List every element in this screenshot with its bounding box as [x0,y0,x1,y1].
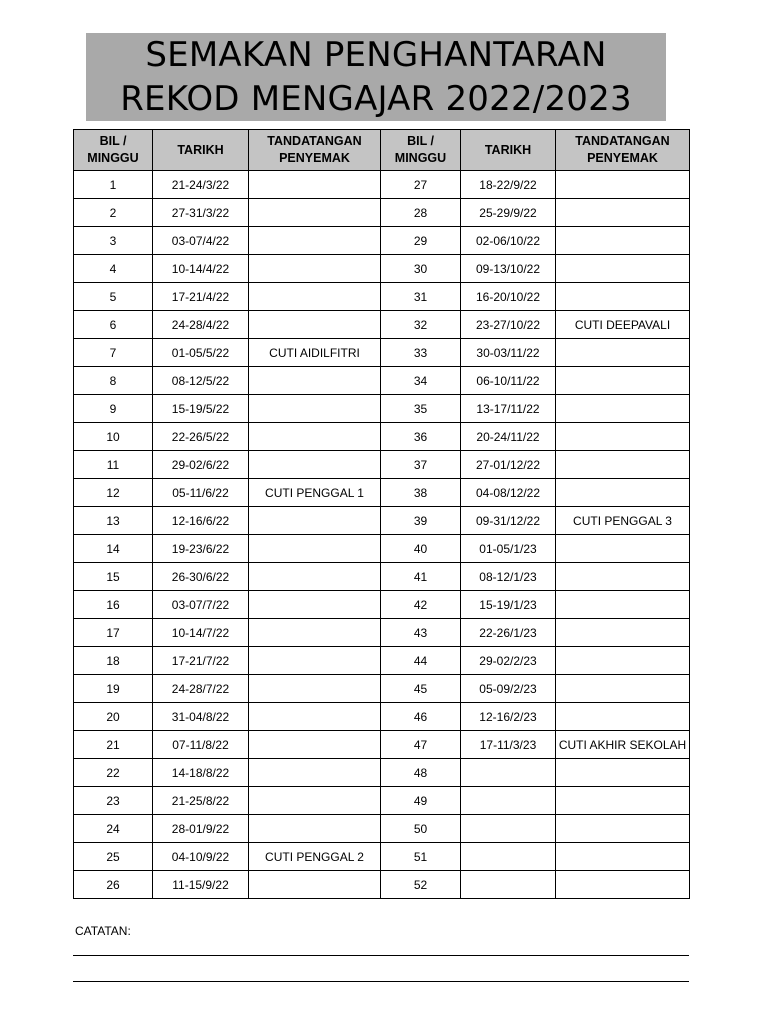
week-number-right: 47 [381,731,461,759]
date-range-left: 03-07/4/22 [153,227,249,255]
signature-cell-right [556,563,690,591]
table-row [74,311,690,339]
signature-cell-left [249,171,381,199]
date-range-right: 01-05/1/23 [461,535,556,563]
date-range-right: 05-09/2/23 [461,675,556,703]
signature-cell-right [556,451,690,479]
signature-cell-right [556,255,690,283]
signature-cell-left [249,815,381,843]
title-line-1: SEMAKAN PENGHANTARAN [145,35,607,75]
signature-cell-right [556,423,690,451]
date-range-right [461,815,556,843]
week-number-left: 1 [74,171,153,199]
date-range-left: 11-15/9/22 [153,871,249,899]
week-number-right: 50 [381,815,461,843]
date-range-left: 03-07/7/22 [153,591,249,619]
date-range-right: 15-19/1/23 [461,591,556,619]
header-tandatangan-line2: PENYEMAK [279,151,350,165]
week-number-left: 3 [74,227,153,255]
week-number-left: 4 [74,255,153,283]
date-range-left: 28-01/9/22 [153,815,249,843]
date-range-right: 08-12/1/23 [461,563,556,591]
week-number-right: 42 [381,591,461,619]
notes-line-2 [73,981,689,982]
week-number-right: 40 [381,535,461,563]
date-range-left: 07-11/8/22 [153,731,249,759]
week-number-right: 39 [381,507,461,535]
week-number-right: 27 [381,171,461,199]
week-number-left: 19 [74,675,153,703]
week-number-right: 49 [381,787,461,815]
title-line-2: REKOD MENGAJAR 2022/2023 [120,79,632,119]
header-bil-line2: MINGGU [394,151,447,165]
signature-cell-right [556,703,690,731]
table-row [74,283,690,311]
week-number-left: 15 [74,563,153,591]
table-row [74,731,690,759]
date-range-left: 31-04/8/22 [153,703,249,731]
header-bil-right [381,130,461,171]
table-row [74,787,690,815]
schedule-table [73,129,690,899]
signature-cell-left [249,787,381,815]
week-number-right: 41 [381,563,461,591]
signature-cell-left: CUTI AIDILFITRI [249,339,381,367]
signature-cell-left: CUTI PENGGAL 2 [249,843,381,871]
week-number-left: 24 [74,815,153,843]
week-number-left: 6 [74,311,153,339]
week-number-left: 21 [74,731,153,759]
week-number-left: 13 [74,507,153,535]
date-range-left: 21-24/3/22 [153,171,249,199]
date-range-right: 06-10/11/22 [461,367,556,395]
date-range-right: 18-22/9/22 [461,171,556,199]
date-range-right: 25-29/9/22 [461,199,556,227]
week-number-left: 5 [74,283,153,311]
week-number-right: 34 [381,367,461,395]
table-row [74,619,690,647]
week-number-right: 28 [381,199,461,227]
date-range-left: 15-19/5/22 [153,395,249,423]
date-range-left: 10-14/4/22 [153,255,249,283]
week-number-right: 35 [381,395,461,423]
header-tandatangan-left [249,130,381,171]
header-tandatangan-line1: TANDATANGAN [267,134,362,148]
date-range-right: 09-13/10/22 [461,255,556,283]
date-range-left: 12-16/6/22 [153,507,249,535]
table-row [74,367,690,395]
signature-cell-right [556,227,690,255]
week-number-right: 31 [381,283,461,311]
signature-cell-left [249,591,381,619]
date-range-left: 17-21/4/22 [153,283,249,311]
signature-cell-left [249,703,381,731]
signature-cell-left [249,535,381,563]
signature-cell-left [249,759,381,787]
week-number-left: 8 [74,367,153,395]
table-row [74,479,690,507]
signature-cell-left: CUTI PENGGAL 1 [249,479,381,507]
table-row [74,339,690,367]
date-range-left: 27-31/3/22 [153,199,249,227]
header-tandatangan-line1: TANDATANGAN [575,134,670,148]
week-number-left: 7 [74,339,153,367]
signature-cell-left [249,283,381,311]
title-banner [86,33,666,121]
date-range-right: 16-20/10/22 [461,283,556,311]
notes-line-1 [73,955,689,956]
date-range-right: 02-06/10/22 [461,227,556,255]
week-number-right: 46 [381,703,461,731]
week-number-left: 2 [74,199,153,227]
date-range-right: 17-11/3/23 [461,731,556,759]
signature-cell-right [556,759,690,787]
week-number-left: 20 [74,703,153,731]
date-range-left: 19-23/6/22 [153,535,249,563]
signature-cell-right [556,675,690,703]
signature-cell-right: CUTI DEEPAVALI [556,311,690,339]
week-number-right: 52 [381,871,461,899]
signature-cell-left [249,367,381,395]
signature-cell-left [249,423,381,451]
signature-cell-left [249,563,381,591]
signature-cell-left [249,731,381,759]
header-tarikh-left: TARIKH [153,130,249,171]
week-number-right: 29 [381,227,461,255]
table-row [74,647,690,675]
signature-cell-right: CUTI AKHIR SEKOLAH [556,731,690,759]
table-row [74,451,690,479]
signature-cell-right [556,843,690,871]
signature-cell-left [249,507,381,535]
week-number-right: 51 [381,843,461,871]
week-number-right: 44 [381,647,461,675]
table-row [74,227,690,255]
date-range-left: 17-21/7/22 [153,647,249,675]
header-bil-line1: BIL / [407,134,434,148]
signature-cell-right [556,367,690,395]
week-number-right: 30 [381,255,461,283]
header-tandatangan-line2: PENYEMAK [587,151,658,165]
week-number-right: 33 [381,339,461,367]
signature-cell-left [249,199,381,227]
signature-cell-right [556,283,690,311]
week-number-left: 18 [74,647,153,675]
signature-cell-right [556,815,690,843]
table-row [74,703,690,731]
date-range-right: 29-02/2/23 [461,647,556,675]
table-row [74,843,690,871]
header-tarikh-right: TARIKH [461,130,556,171]
week-number-left: 26 [74,871,153,899]
week-number-right: 38 [381,479,461,507]
date-range-right [461,759,556,787]
week-number-left: 23 [74,787,153,815]
date-range-left: 24-28/7/22 [153,675,249,703]
header-bil-left [74,130,153,171]
week-number-right: 32 [381,311,461,339]
signature-cell-right [556,339,690,367]
table-row [74,535,690,563]
signature-cell-right: CUTI PENGGAL 3 [556,507,690,535]
signature-cell-right [556,199,690,227]
table-row [74,395,690,423]
signature-cell-right [556,787,690,815]
date-range-left: 14-18/8/22 [153,759,249,787]
signature-cell-left [249,675,381,703]
week-number-left: 11 [74,451,153,479]
date-range-left: 22-26/5/22 [153,423,249,451]
signature-cell-right [556,171,690,199]
table-row [74,199,690,227]
signature-cell-right [556,871,690,899]
table-row [74,423,690,451]
week-number-right: 36 [381,423,461,451]
week-number-right: 43 [381,619,461,647]
week-number-left: 14 [74,535,153,563]
table-row [74,255,690,283]
date-range-left: 29-02/6/22 [153,451,249,479]
notes-label: CATATAN: [75,924,131,938]
table-row [74,507,690,535]
week-number-left: 12 [74,479,153,507]
week-number-left: 10 [74,423,153,451]
date-range-right: 23-27/10/22 [461,311,556,339]
signature-cell-left [249,311,381,339]
signature-cell-right [556,535,690,563]
week-number-right: 37 [381,451,461,479]
table-row [74,871,690,899]
date-range-right: 27-01/12/22 [461,451,556,479]
week-number-left: 22 [74,759,153,787]
date-range-left: 01-05/5/22 [153,339,249,367]
date-range-right: 09-31/12/22 [461,507,556,535]
header-bil-line2: MINGGU [87,151,139,165]
date-range-right: 22-26/1/23 [461,619,556,647]
signature-cell-right [556,591,690,619]
date-range-left: 05-11/6/22 [153,479,249,507]
week-number-left: 9 [74,395,153,423]
date-range-right: 30-03/11/22 [461,339,556,367]
table-row [74,815,690,843]
date-range-left: 26-30/6/22 [153,563,249,591]
signature-cell-left [249,451,381,479]
week-number-left: 17 [74,619,153,647]
signature-cell-left [249,619,381,647]
table-row [74,591,690,619]
table-row [74,759,690,787]
date-range-left: 10-14/7/22 [153,619,249,647]
signature-cell-right [556,395,690,423]
date-range-left: 24-28/4/22 [153,311,249,339]
signature-cell-left [249,647,381,675]
signature-cell-left [249,871,381,899]
week-number-left: 25 [74,843,153,871]
table-row [74,675,690,703]
week-number-left: 16 [74,591,153,619]
signature-cell-left [249,227,381,255]
date-range-left: 04-10/9/22 [153,843,249,871]
table-row [74,171,690,199]
header-bil-line1: BIL / [99,134,127,148]
table-row [74,563,690,591]
date-range-left: 08-12/5/22 [153,367,249,395]
signature-cell-right [556,479,690,507]
signature-cell-left [249,255,381,283]
date-range-right [461,787,556,815]
date-range-right [461,843,556,871]
header-tandatangan-right [556,130,690,171]
date-range-right: 20-24/11/22 [461,423,556,451]
week-number-right: 48 [381,759,461,787]
date-range-right: 13-17/11/22 [461,395,556,423]
signature-cell-right [556,619,690,647]
date-range-right: 04-08/12/22 [461,479,556,507]
signature-cell-right [556,647,690,675]
header-row [74,130,690,171]
signature-cell-left [249,395,381,423]
date-range-left: 21-25/8/22 [153,787,249,815]
date-range-right [461,871,556,899]
date-range-right: 12-16/2/23 [461,703,556,731]
week-number-right: 45 [381,675,461,703]
